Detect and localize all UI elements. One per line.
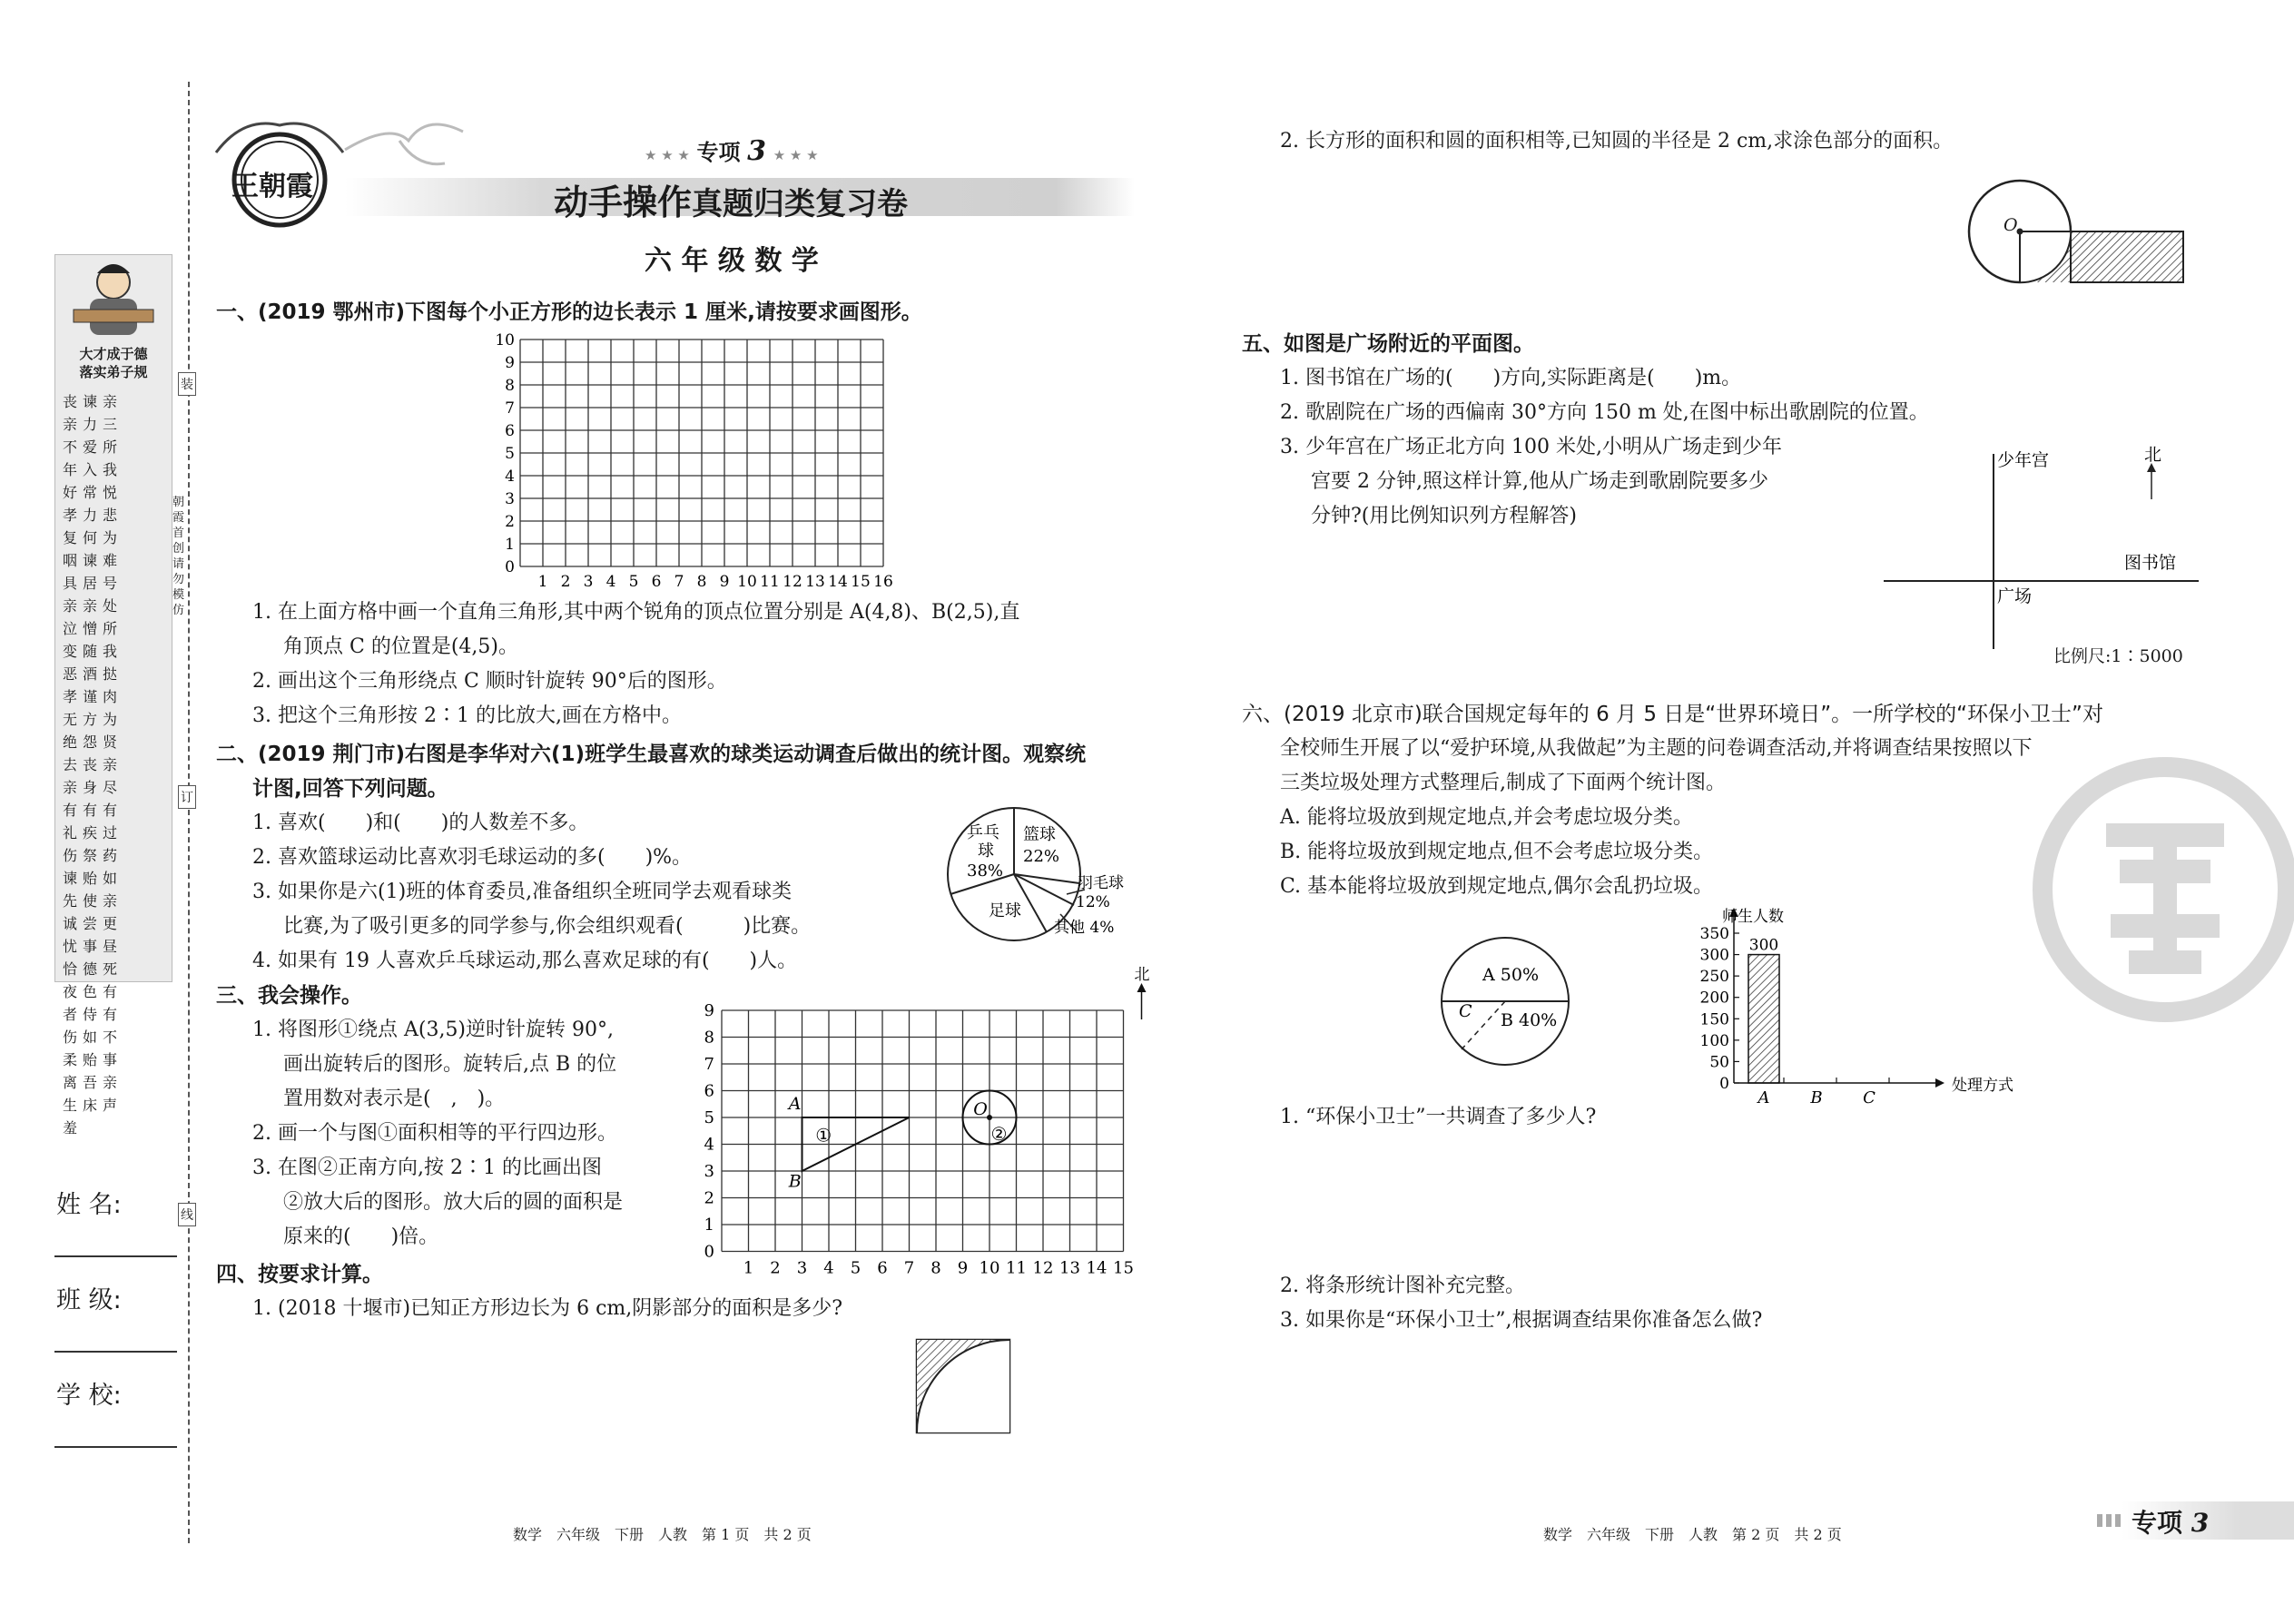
q5-map <box>1879 440 2206 667</box>
grid1-x-tick: 1 <box>537 573 548 591</box>
sidebar-note: 朝霞首创 请勿模仿 <box>172 496 185 617</box>
q6-option-a: A. 能将垃圾放到规定地点,并会考虑垃圾分类。 <box>1280 806 1693 829</box>
grid1-y-tick: 9 <box>505 354 515 372</box>
bar-y-label: 师生人数 <box>1722 908 1784 926</box>
grid1-x-tick: 3 <box>583 573 594 591</box>
grid1-x-tick: 13 <box>805 573 825 591</box>
bar-category-label: B <box>1810 1088 1823 1107</box>
grid2-x-tick: 13 <box>1059 1258 1080 1278</box>
circle-center-dot <box>987 1115 992 1120</box>
q6-bar-chart <box>1679 903 2013 1107</box>
q2-heading: 二、(2019 荆门市)右图是李华对六(1)班学生最喜欢的球类运动调查后做出的统计图。观察统 <box>216 743 1087 766</box>
grid2-x-tick: 10 <box>979 1258 1000 1278</box>
binding-mark-1: 装 <box>178 372 196 396</box>
school-field-label: 学 校: <box>56 1382 122 1410</box>
grid2-x-tick: 12 <box>1032 1258 1054 1278</box>
grid2-y-tick: 1 <box>704 1216 714 1235</box>
grid2-y-tick: 5 <box>704 1108 714 1127</box>
scholar-figure-icon <box>55 255 172 341</box>
grid2-x-tick: 4 <box>823 1258 834 1278</box>
badge-number: 3 <box>747 135 767 167</box>
bar-y-tick: 200 <box>1699 989 1729 1008</box>
q4-circle-label-o: O <box>2004 215 2018 235</box>
grid1-y-tick: 2 <box>505 513 515 531</box>
grid1-x-tick: 10 <box>737 573 757 591</box>
grid1-x-tick: 14 <box>828 573 848 591</box>
grid2-x-tick: 5 <box>850 1258 861 1278</box>
grid2-x-tick: 1 <box>743 1258 754 1278</box>
q3-item-3-cont: ②放大后的图形。放大后的圆的面积是 <box>283 1191 624 1214</box>
q4-heading: 四、按要求计算。 <box>216 1263 383 1286</box>
sidebar-poem: 丧谏亲亲力三不爱所年入我好常悦孝力悲复何为咽谏难具居号亲亲处泣憎所变随我恶酒挞孝谨肉无方为绝怨贤去丧亲亲身尽有有有礼疾过伤祭药谏贻如先使亲诚尝更忧事昼恰德死夜色有者侍有伤如不柔贻事离吾亲生床声羞 <box>63 393 123 1137</box>
map-library: 图书馆 <box>2124 553 2177 573</box>
bar-category-label: A <box>1757 1088 1770 1107</box>
q2-heading-cont: 计图,回答下列问题。 <box>252 777 448 801</box>
ribbon-decoration <box>345 113 463 177</box>
grid2-x-tick: 2 <box>770 1258 781 1278</box>
grid2-x-tick: 3 <box>796 1258 808 1278</box>
bar-y-tick: 0 <box>1719 1075 1729 1093</box>
q6-option-b: B. 能将垃圾放到规定地点,但不会考虑垃圾分类。 <box>1280 841 1714 863</box>
grid2-y-tick: 4 <box>704 1135 714 1155</box>
north-label: 北 <box>1134 966 1150 984</box>
bar-a-value-label: 300 <box>1748 936 1779 955</box>
q6-pie-c: C <box>1459 1001 1472 1021</box>
q2-pie-basketball: 篮球 <box>1023 825 1056 844</box>
q2-pie-pingpong-2: 球 <box>978 842 994 861</box>
bar-category-label: C <box>1863 1088 1876 1107</box>
grid2-x-tick: 15 <box>1113 1258 1134 1278</box>
name-field[interactable] <box>54 1255 177 1257</box>
grid2-x-tick: 7 <box>903 1258 915 1278</box>
grid1-x-tick: 16 <box>873 573 893 591</box>
binding-mark-3: 线 <box>178 1203 196 1226</box>
name-field-label: 姓 名: <box>56 1191 122 1219</box>
q4-item-2: 2. 长方形的面积和圆的面积相等,已知圆的半径是 2 cm,求涂色部分的面积。 <box>1280 130 1954 153</box>
q2-pie-pingpong-1: 乒乓 <box>967 823 999 842</box>
bar-y-tick: 350 <box>1699 925 1729 943</box>
q5-item-3: 3. 少年宫在广场正北方向 100 米处,小明从广场走到少年 <box>1280 436 1782 458</box>
grid1-y-tick: 4 <box>505 468 515 486</box>
map-youth-palace: 少年宫 <box>1997 450 2050 470</box>
grid1-x-tick: 6 <box>651 573 662 591</box>
school-field[interactable] <box>54 1446 177 1448</box>
q3-item-3-cont2: 原来的( )倍。 <box>283 1225 439 1248</box>
grid2-y-tick: 7 <box>704 1055 714 1074</box>
q3-grid <box>694 966 1150 1278</box>
q5-item-1: 1. 图书馆在广场的( )方向,实际距离是( )m。 <box>1280 367 1742 389</box>
bar-y-tick: 50 <box>1709 1053 1729 1072</box>
sidebar-motto: 大才成于德 落实弟子规 <box>79 346 148 380</box>
q6-pie-a: A 50% <box>1482 965 1539 985</box>
q5-item-3-cont2: 分钟?(用比例知识列方程解答) <box>1311 505 1577 527</box>
footer-tab-label: 专项 3 <box>2132 1508 2210 1538</box>
footer-page-2: 数学 六年级 下册 人教 第 2 页 共 2 页 <box>1543 1526 1842 1543</box>
q2-pie-pingpong-pct: 38% <box>967 861 1004 881</box>
q5-item-3-cont: 宫要 2 分钟,照这样计算,他从广场走到歌剧院要多少 <box>1311 470 1768 493</box>
q6-item-1: 1. “环保小卫士”一共调查了多少人? <box>1280 1106 1597 1128</box>
grid2-y-tick: 0 <box>704 1242 714 1262</box>
bar-x-label: 处理方式 <box>1952 1077 2013 1095</box>
q6-item-2: 2. 将条形统计图补充完整。 <box>1280 1275 1525 1297</box>
q3-item-1: 1. 将图形①绕点 A(3,5)逆时针旋转 90°, <box>252 1019 614 1041</box>
label-point-b: B <box>788 1171 802 1192</box>
q6-heading: 六、(2019 北京市)联合国规定每年的 6 月 5 日是“世界环境日”。一所学校的“环保小卫士”对 <box>1242 703 2103 726</box>
footer-tab-dots <box>2097 1514 2124 1527</box>
q4-square-figure <box>915 1338 1011 1434</box>
grid2-x-tick: 14 <box>1086 1258 1108 1278</box>
q1-item-3: 3. 把这个三角形按 2∶1 的比放大,画在方格中。 <box>252 704 682 727</box>
label-figure-1: ① <box>815 1124 832 1147</box>
binding-line <box>188 82 190 1543</box>
map-north: 北 <box>2144 445 2162 465</box>
q1-item-1-cont: 角顶点 C 的位置是(4,5)。 <box>283 635 518 658</box>
q1-heading: 一、(2019 鄂州市)下图每个小正方形的边长表示 1 厘米,请按要求画图形。 <box>216 300 922 324</box>
bar-y-tick: 150 <box>1699 1010 1729 1029</box>
header-badge <box>645 134 819 167</box>
grid1-y-tick: 10 <box>495 331 515 349</box>
brand-logo-text: 王朝霞 <box>231 171 313 202</box>
grid2-x-tick: 9 <box>957 1258 969 1278</box>
bar-y-tick: 300 <box>1699 946 1729 965</box>
grid2-y-tick: 6 <box>704 1081 714 1101</box>
grid2-x-tick: 11 <box>1006 1258 1027 1278</box>
label-point-a: A <box>788 1094 802 1115</box>
q6-option-c: C. 基本能将垃圾放到规定地点,偶尔会乱扔垃圾。 <box>1280 875 1714 898</box>
grid2-y-tick: 2 <box>704 1188 714 1208</box>
grid1-x-tick: 2 <box>560 573 571 591</box>
grid1-x-tick: 11 <box>760 573 780 591</box>
grid2-y-tick: 9 <box>704 1001 714 1020</box>
q2-item-3: 3. 如果你是六(1)班的体育委员,准备组织全班同学去观看球类 <box>252 881 793 903</box>
q2-pie-badminton-pct: 12% <box>1076 893 1110 911</box>
q6-heading-cont: 全校师生开展了以“爱护环境,从我做起”为主题的问卷调查活动,并将调查结果按照以下 <box>1280 737 2033 760</box>
q1-grid <box>490 329 893 601</box>
page-title: 动手操作真题归类复习卷 <box>554 182 909 222</box>
map-scale: 比例尺:1∶5000 <box>2053 646 2183 666</box>
q5-heading: 五、如图是广场附近的平面图。 <box>1242 332 1534 356</box>
q3-item-1-cont2: 置用数对表示是( , )。 <box>283 1088 506 1110</box>
map-square: 广场 <box>1997 586 2033 606</box>
grid1-x-tick: 7 <box>674 573 684 591</box>
q2-pie-chart <box>940 803 1139 949</box>
stars-left: ★ ★ ★ <box>645 147 690 163</box>
q3-item-1-cont: 画出旋转后的图形。旋转后,点 B 的位 <box>283 1053 617 1076</box>
q6-item-3: 3. 如果你是“环保小卫士”,根据调查结果你准备怎么做? <box>1280 1309 1763 1332</box>
q6-pie-b: B 40% <box>1501 1010 1558 1030</box>
page-subtitle: 六 年 级 数 学 <box>645 245 819 277</box>
q2-item-4: 4. 如果有 19 人喜欢乒乓球运动,那么喜欢足球的有( )人。 <box>252 950 798 972</box>
sidebar-panel <box>54 254 172 1137</box>
bar-y-tick: 100 <box>1699 1031 1729 1050</box>
grid1-x-tick: 8 <box>696 573 707 591</box>
grid2-y-tick: 3 <box>704 1162 714 1181</box>
grid1-x-tick: 15 <box>851 573 871 591</box>
q5-item-2: 2. 歌剧院在广场的西偏南 30°方向 150 m 处,在图中标出歌剧院的位置。 <box>1280 401 1929 424</box>
grid1-x-tick: 4 <box>605 573 616 591</box>
q2-item-3-cont: 比赛,为了吸引更多的同学参与,你会组织观看( )比赛。 <box>283 915 812 938</box>
bar-y-tick: 250 <box>1699 968 1729 987</box>
q2-item-2: 2. 喜欢篮球运动比喜欢羽毛球运动的多( )%。 <box>252 846 693 869</box>
north-arrow-head <box>1137 983 1147 992</box>
q3-item-2: 2. 画一个与图①面积相等的平行四边形。 <box>252 1122 617 1145</box>
grid1-y-tick: 3 <box>505 490 515 508</box>
q2-pie-badminton: 羽毛球 <box>1078 874 1124 892</box>
q6-heading-cont2: 三类垃圾处理方式整理后,制成了下面两个统计图。 <box>1280 772 1726 794</box>
bar-a <box>1748 955 1779 1083</box>
binding-mark-2: 订 <box>178 785 196 809</box>
label-point-o: O <box>973 1099 988 1120</box>
grid2-x-tick: 6 <box>877 1258 888 1278</box>
grid1-y-tick: 6 <box>505 422 515 440</box>
footer-page-1: 数学 六年级 下册 人教 第 1 页 共 2 页 <box>513 1526 812 1543</box>
class-field-label: 班 级: <box>56 1286 122 1314</box>
q6-pie-chart <box>1439 935 1575 1071</box>
grid1-y-tick: 7 <box>505 399 515 418</box>
badge-text: 专项 <box>696 140 741 165</box>
grid1-y-tick: 1 <box>505 536 515 554</box>
grid1-x-tick: 12 <box>783 573 802 591</box>
grid2-y-tick: 8 <box>704 1028 714 1048</box>
q4-circle-rect-figure <box>1965 177 2192 290</box>
grid1-x-tick: 9 <box>719 573 730 591</box>
grid2-x-tick: 8 <box>930 1258 941 1278</box>
q2-item-1: 1. 喜欢( )和( )的人数差不多。 <box>252 812 589 834</box>
grid1-y-tick: 5 <box>505 445 515 463</box>
bar-x-arrow <box>1935 1078 1944 1088</box>
grid1-y-tick: 0 <box>505 558 515 576</box>
grid1-y-tick: 8 <box>505 377 515 395</box>
q4-item-1: 1. (2018 十堰市)已知正方形边长为 6 cm,阴影部分的面积是多少? <box>252 1297 843 1320</box>
q1-item-1: 1. 在上面方格中画一个直角三角形,其中两个锐角的顶点位置分别是 A(4,8)、B(2,5),直 <box>252 601 1020 624</box>
q1-item-2: 2. 画出这个三角形绕点 C 顺时针旋转 90°后的图形。 <box>252 670 727 693</box>
label-figure-2: ② <box>990 1123 1008 1146</box>
q3-heading: 三、我会操作。 <box>216 984 362 1008</box>
watermark-seal <box>2020 753 2294 1026</box>
class-field[interactable] <box>54 1351 177 1353</box>
grid1-x-tick: 5 <box>628 573 639 591</box>
stars-right: ★ ★ ★ <box>773 147 819 163</box>
q2-pie-basketball-pct: 22% <box>1023 847 1060 866</box>
q2-pie-football: 足球 <box>989 901 1021 920</box>
q2-pie-other: 其他 4% <box>1054 919 1115 937</box>
q3-item-3: 3. 在图②正南方向,按 2∶1 的比画出图 <box>252 1156 602 1179</box>
